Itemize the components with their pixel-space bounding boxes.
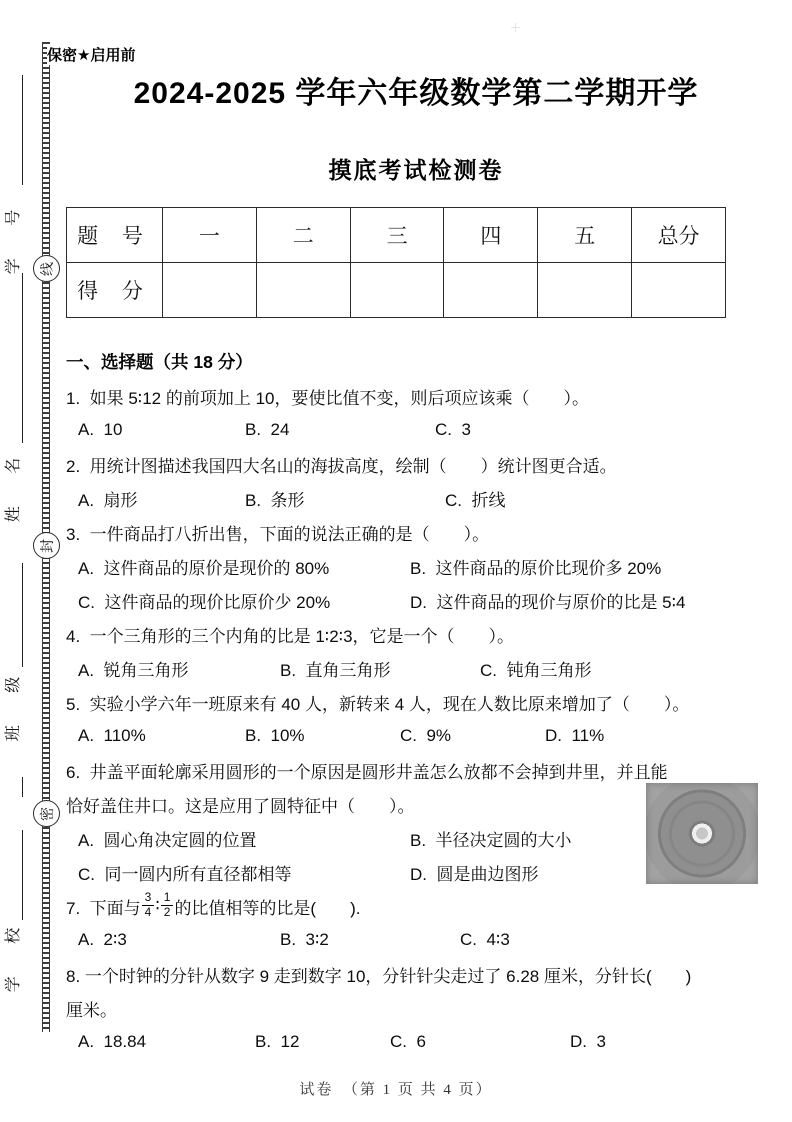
question-7 — [66, 889, 766, 957]
option: C. 4∶3 — [460, 930, 510, 949]
question-text: 3. 一件商品打八折出售，下面的说法正确的是（ ）。 — [66, 524, 490, 544]
options-row — [66, 651, 766, 685]
exam-content — [66, 70, 766, 1059]
class-fill-line — [22, 563, 23, 667]
seal-label-student-id: 学 号 — [5, 195, 22, 275]
fraction: $\frac{1}{2}$ — [161, 891, 174, 918]
option: C. 钝角三角形 — [480, 660, 592, 680]
question-1 — [66, 379, 766, 447]
seal-char-mi: 密 — [33, 800, 60, 827]
question-text: 4. 一个三角形的三个内角的比是 1∶2∶3，它是一个（ ）。 — [66, 626, 515, 646]
manhole-cover-photo — [646, 783, 758, 884]
option: C. 同一圆内所有直径都相等 — [78, 864, 292, 884]
seal-char-feng: 封 — [33, 532, 60, 559]
seal-char-line: 线 — [33, 255, 60, 282]
question-text: 厘米。 — [66, 1000, 117, 1020]
score-table-header-cell: 三 — [350, 208, 444, 263]
option: A. 10 — [78, 420, 123, 439]
option: A. 18.84 — [78, 1032, 147, 1051]
option: D. 这件商品的现价与原价的比是 5∶4 — [410, 592, 686, 612]
options-row — [66, 719, 766, 753]
score-table-header-cell: 四 — [444, 208, 538, 263]
option: D. 3 — [570, 1032, 606, 1051]
score-table-header-cell: 五 — [538, 208, 632, 263]
option: C. 9% — [400, 726, 452, 745]
option: B. 条形 — [245, 490, 305, 510]
school-fill-line — [22, 830, 23, 920]
score-cell — [163, 263, 257, 318]
registration-mark-icon — [511, 23, 520, 32]
options-row — [66, 549, 766, 583]
option: B. 半径决定圆的大小 — [410, 830, 572, 850]
question-text: 6. 井盖平面轮廓采用圆形的一个原因是圆形井盖怎么放都不会掉到井里，并且能 — [66, 762, 668, 782]
score-cell — [444, 263, 538, 318]
score-table-header-cell: 一 — [163, 208, 257, 263]
options-row — [66, 1025, 766, 1059]
option: B. 24 — [245, 420, 290, 439]
score-table-score-row — [67, 263, 726, 318]
option: D. 11% — [545, 726, 605, 745]
fraction: $\frac{3}{4}$ — [142, 891, 155, 918]
score-cell — [256, 263, 350, 318]
section-title: 一、选择题（共 18 分） — [66, 352, 253, 372]
student-id-fill-line — [22, 75, 23, 185]
score-table — [66, 207, 726, 318]
score-table-header-cell: 总分 — [632, 208, 726, 263]
name-fill-line — [22, 273, 23, 443]
option: C. 3 — [435, 420, 471, 439]
score-table-header-cell: 二 — [256, 208, 350, 263]
option: B. 10% — [245, 726, 305, 745]
footer-page-info: 试卷 （第 1 页 共 4 页） — [299, 1082, 493, 1098]
question-4 — [66, 617, 766, 685]
question-5 — [66, 685, 766, 753]
option: A. 扇形 — [78, 490, 138, 510]
option: A. 锐角三角形 — [78, 660, 189, 680]
option: A. 110% — [78, 726, 146, 745]
exam-title: 2024-2025 学年六年级数学第二学期开学 — [133, 77, 699, 110]
question-text: 5. 实验小学六年一班原来有 40 人，新转来 4 人，现在人数比原来增加了（ ）。 — [66, 694, 690, 714]
question-2 — [66, 447, 766, 515]
question-3 — [66, 515, 766, 617]
option: C. 这件商品的现价比原价少 20% — [78, 592, 331, 612]
option: B. 3∶2 — [280, 930, 329, 949]
question-text: 1. 如果 5∶12 的前项加上 10，要使比值不变，则后项应该乘（ ）。 — [66, 388, 589, 408]
question-text: 8. 一个时钟的分针从数字 9 走到数字 10，分针针尖走过了 6.28 厘米，分针长( ) — [66, 966, 692, 986]
option: B. 12 — [255, 1032, 300, 1051]
confidential-notice: 保密★启用前 — [47, 44, 139, 65]
option: C. 折线 — [445, 490, 506, 510]
exam-subtitle: 摸底考试检测卷 — [328, 157, 504, 183]
score-cell — [632, 263, 726, 318]
options-row — [66, 481, 766, 515]
seal-label-school: 学 校 — [5, 913, 22, 993]
option: D. 圆是曲边图形 — [410, 864, 539, 884]
school-fill-line-upper — [22, 777, 23, 797]
seal-label-name: 姓 名 — [5, 443, 22, 523]
options-row — [66, 583, 766, 617]
score-cell — [538, 263, 632, 318]
score-table-header-cell: 题 号 — [67, 208, 163, 263]
score-row-label: 得 分 — [67, 263, 163, 318]
question-text: 2. 用统计图描述我国四大名山的海拔高度，绘制（ ）统计图更合适。 — [66, 456, 617, 476]
question-text: 恰好盖住井口。这是应用了圆特征中（ ）。 — [66, 796, 415, 816]
score-cell — [350, 263, 444, 318]
seal-label-class: 班 级 — [5, 662, 22, 742]
option: B. 这件商品的原价比现价多 20% — [410, 558, 662, 578]
score-table-header-row — [67, 208, 726, 263]
question-8 — [66, 957, 766, 1059]
options-row — [66, 923, 766, 957]
options-row — [66, 413, 766, 447]
option: B. 直角三角形 — [280, 660, 391, 680]
option: A. 2∶3 — [78, 930, 127, 949]
option: A. 这件商品的原价是现价的 80% — [78, 558, 330, 578]
question-text: 7. 下面与 $\frac{3}{4}$ ∶ $\frac{1}{2}$ 的比值相等的比是( ). — [66, 890, 361, 919]
option: C. 6 — [390, 1032, 426, 1051]
option: A. 圆心角决定圆的位置 — [78, 830, 257, 850]
